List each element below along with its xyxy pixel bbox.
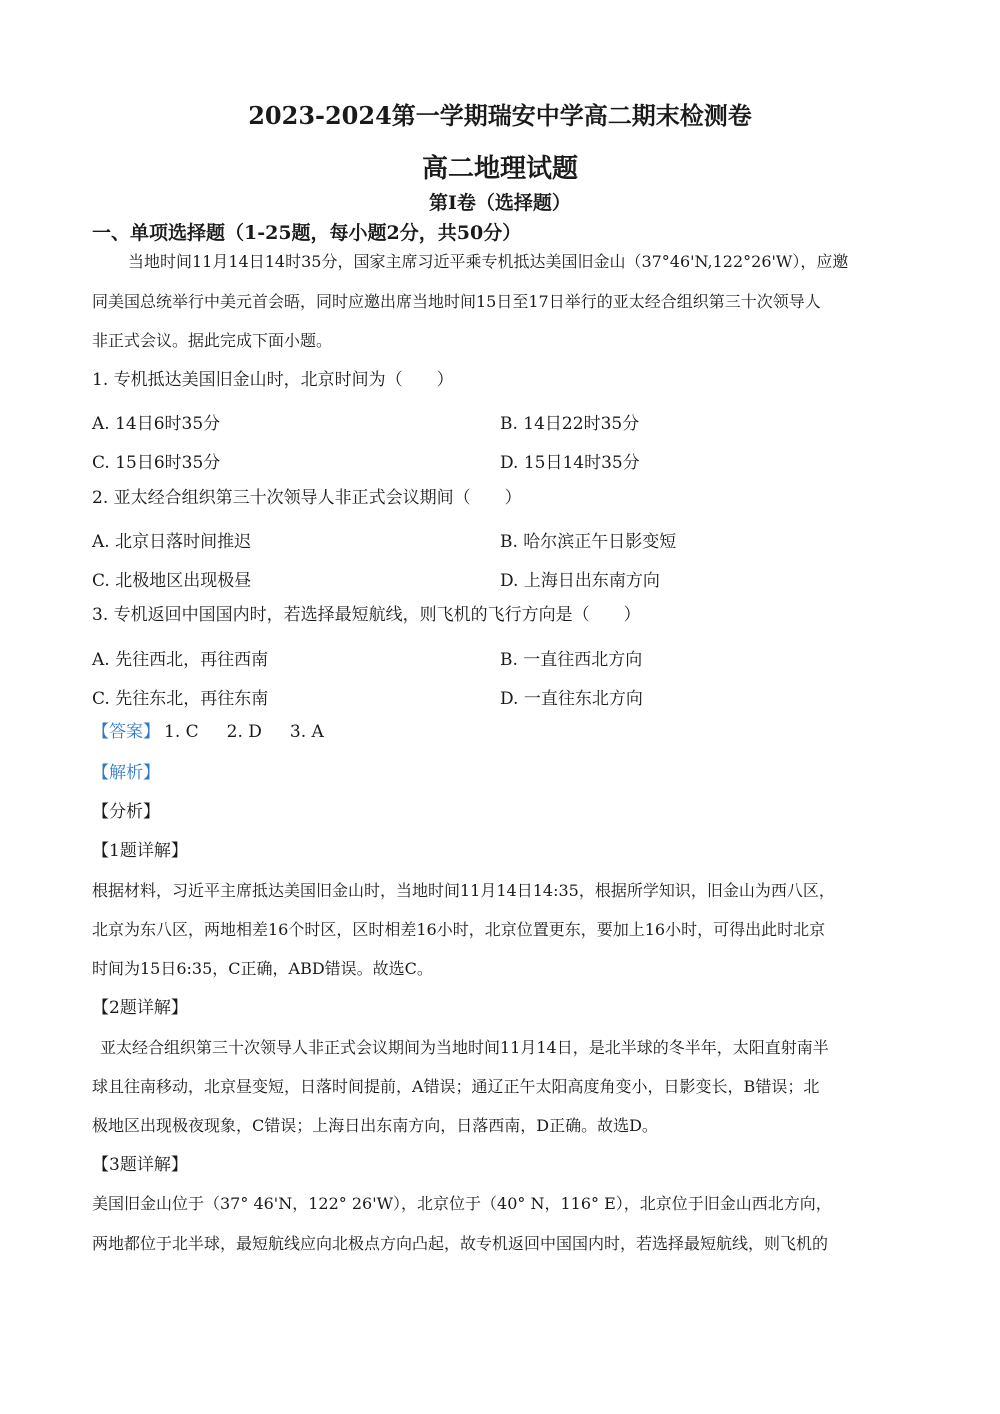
detail-1-title: 【1题详解】 xyxy=(92,841,188,861)
detail-2-title: 【2题详解】 xyxy=(92,998,188,1018)
question-3-stem: 3. 专机返回中国国内时，若选择最短航线，则飞机的飞行方向是（ ） xyxy=(92,605,641,625)
question-2-option-d: D. 上海日出东南方向 xyxy=(500,571,660,591)
material-line-2: 同美国总统举行中美元首会晤，同时应邀出席当地时间15日至17日举行的亚太经合组织第三十次领导人 xyxy=(92,292,821,311)
detail-2-line-2: 球且往南移动，北京昼变短，日落时间提前，A错误；通辽正午太阳高度角变小，日影变长，B错误；北 xyxy=(92,1077,820,1096)
question-1-option-a: A. 14日6时35分 xyxy=(92,414,221,434)
detail-3-line-2: 两地都位于北半球，最短航线应向北极点方向凸起，故专机返回中国国内时，若选择最短航线，则飞机的 xyxy=(92,1234,829,1253)
question-1-option-c: C. 15日6时35分 xyxy=(92,453,221,473)
volume-title: 第I卷（选择题） xyxy=(429,192,571,214)
question-1-stem: 1. 专机抵达美国旧金山时，北京时间为（ ） xyxy=(92,370,454,390)
detail-2-line-1: 亚太经合组织第三十次领导人非正式会议期间为当地时间11月14日，是北半球的冬半年，太阳直射南半 xyxy=(100,1038,829,1057)
subject-title: 高二地理试题 xyxy=(421,154,578,184)
exam-title: 2023-2024第一学期瑞安中学高二期末检测卷 xyxy=(248,101,752,130)
section-heading: 一、单项选择题（1-25题，每小题2分，共50分） xyxy=(92,222,522,244)
detail-1-line-3: 时间为15日6:35，C正确，ABD错误。故选C。 xyxy=(92,959,433,978)
answer-row xyxy=(92,722,352,742)
detail-2-line-3: 极地区出现极夜现象，C错误；上海日出东南方向，日落西南，D正确。故选D。 xyxy=(92,1116,658,1135)
question-1-option-b: B. 14日22时35分 xyxy=(500,414,640,434)
question-3-option-c: C. 先往东北，再往东南 xyxy=(92,689,269,709)
answer-3: 3. A xyxy=(289,722,324,742)
question-2-option-a: A. 北京日落时间推迟 xyxy=(92,532,252,552)
answer-1: 1. C xyxy=(164,722,199,742)
material-line-1: 当地时间11月14日14时35分，国家主席习近平乘专机抵达美国旧金山（37°46'N,122°26'W），应邀 xyxy=(128,252,849,271)
answer-label: 【答案】 xyxy=(92,722,160,742)
detail-3-title: 【3题详解】 xyxy=(92,1155,188,1175)
question-3-option-d: D. 一直往东北方向 xyxy=(500,689,643,709)
question-3-option-b: B. 一直往西北方向 xyxy=(500,650,643,670)
detail-1-line-1: 根据材料，习近平主席抵达美国旧金山时，当地时间11月14日14:35，根据所学知识，旧金山为西八区， xyxy=(92,881,835,900)
question-3-option-a: A. 先往西北，再往西南 xyxy=(92,650,269,670)
analysis-label: 【解析】 xyxy=(92,763,160,783)
detail-3-line-1: 美国旧金山位于（37° 46'N，122° 26'W），北京位于（40° N，116° E），北京位于旧金山西北方向， xyxy=(92,1194,832,1213)
detail-1-line-2: 北京为东八区，两地相差16个时区，区时相差16小时，北京位置更东，要加上16小时，可得出此时北京 xyxy=(92,920,826,939)
question-1-option-d: D. 15日14时35分 xyxy=(500,453,640,473)
material-line-3: 非正式会议。据此完成下面小题。 xyxy=(92,331,333,350)
answer-2: 2. D xyxy=(226,722,262,742)
question-2-option-c: C. 北极地区出现极昼 xyxy=(92,571,252,591)
fenxi-label: 【分析】 xyxy=(92,802,160,822)
question-2-option-b: B. 哈尔滨正午日影变短 xyxy=(500,532,677,552)
question-2-stem: 2. 亚太经合组织第三十次领导人非正式会议期间（ ） xyxy=(92,488,522,508)
